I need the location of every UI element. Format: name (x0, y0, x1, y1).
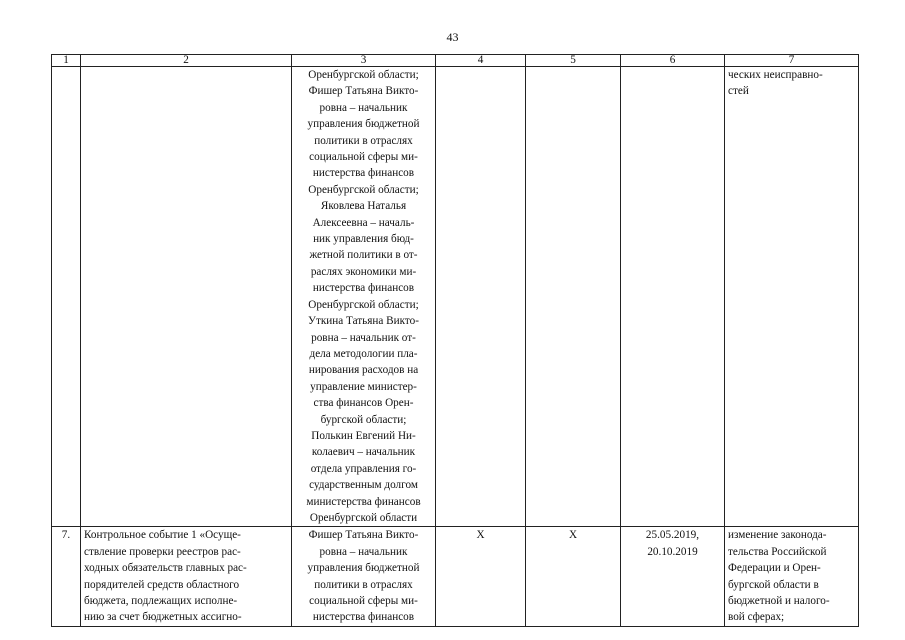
cell-risks (725, 67, 859, 527)
cell-text-line: изменение законода- (728, 529, 827, 542)
cell-responsible (292, 527, 436, 626)
cell-text-line: ровна – начальник от- (311, 331, 416, 344)
column-header: 1 (52, 55, 81, 67)
cell-col5 (526, 67, 621, 527)
cell-text-line: ствление проверки реестров рас- (84, 545, 241, 558)
cell-text-line: ровна – начальник (319, 545, 408, 558)
cell-text-line: Контрольное событие 1 «Осуще- (84, 529, 241, 542)
cell-text-line: управление министер- (310, 380, 417, 393)
cell-text-line: нистерства финансов (312, 611, 415, 624)
cell-text-line: социальной сферы ми- (309, 595, 418, 607)
cell-text-line: Федерации и Орен- (728, 562, 821, 575)
cell-text-line: вой сферах; (728, 611, 785, 624)
cell-text-line: Х (568, 529, 578, 542)
cell-text-line: ческих неисправно- (728, 69, 823, 81)
cell-text-line: нирования расходов на (308, 364, 419, 377)
cell-text-line: бюджета, подлежащих исполне- (84, 595, 238, 607)
cell-text-line: нию за счет бюджетных ассигно- (84, 611, 242, 624)
column-number-row (52, 55, 859, 67)
cell-event (81, 527, 292, 626)
cell-col4 (436, 527, 526, 626)
cell-number (52, 67, 81, 527)
cell-text-line: министерства финансов (306, 495, 421, 508)
column-header: 5 (526, 55, 621, 67)
table-row-7 (52, 527, 859, 626)
cell-text-line: политики в отраслях (314, 134, 413, 147)
document-table (51, 54, 859, 627)
cell-text-line: Фишер Татьяна Викто- (308, 529, 419, 542)
cell-text-line: бургской области; (320, 413, 407, 426)
cell-text-line: 20.10.2019 (647, 545, 698, 558)
table-row-continued (52, 67, 859, 527)
cell-text-line: социальной сферы ми- (309, 151, 418, 164)
cell-text-line: нистерства финансов (312, 282, 415, 295)
cell-col4 (436, 67, 526, 527)
page-number: 43 (446, 30, 459, 44)
cell-text-line: тельства Российской (728, 545, 827, 558)
cell-risks (725, 527, 859, 626)
cell-dates (621, 67, 725, 527)
cell-text-line: отдела управления го- (310, 462, 417, 475)
column-header: 3 (292, 55, 436, 67)
cell-text-line: дела методологии пла- (309, 347, 418, 360)
cell-text-line: управления бюджетной (307, 118, 420, 131)
cell-text-line: порядителей средств областного (84, 578, 240, 591)
cell-text-line: раслях экономики ми- (310, 265, 417, 278)
cell-text-line: 25.05.2019, (645, 529, 700, 542)
cell-text-line: Полькин Евгений Ни- (311, 429, 416, 442)
cell-text-line: Оренбургской области; (308, 298, 419, 311)
cell-text-line: стей (728, 85, 749, 98)
cell-text-line: сударственным долгом (309, 479, 418, 492)
cell-text-line: Яковлева Наталья (320, 200, 407, 213)
cell-text-line: ходных обязательств главных рас- (84, 562, 247, 575)
cell-text-line: Оренбургской области; (308, 69, 419, 81)
column-header: 6 (621, 55, 725, 67)
cell-text-line: управления бюджетной (307, 562, 420, 575)
cell-text-line: колаевич – начальник (311, 446, 416, 459)
cell-event (81, 67, 292, 527)
column-header: 7 (725, 55, 859, 67)
cell-text-line: политики в отраслях (314, 578, 413, 591)
column-header: 2 (81, 55, 292, 67)
cell-text-line: бургской области в (728, 578, 819, 591)
cell-text-line: Х (476, 529, 485, 542)
cell-text-line: Уткина Татьяна Викто- (308, 315, 419, 328)
cell-text-line: нистерства финансов (312, 167, 415, 180)
cell-col5 (526, 527, 621, 626)
cell-dates (621, 527, 725, 626)
cell-text-line: ровна – начальник (319, 101, 408, 114)
column-header: 4 (436, 55, 526, 67)
cell-text-line: жетной политики в от- (309, 249, 418, 262)
cell-text-line: Алексеевна – началь- (312, 216, 415, 229)
cell-text-line: Оренбургской области; (308, 183, 419, 196)
cell-text-line: ник управления бюд- (313, 233, 414, 246)
cell-responsible (292, 67, 436, 527)
cell-number (52, 527, 81, 626)
cell-text-line: Фишер Татьяна Викто- (308, 85, 419, 98)
cell-text-line: Оренбургской области (309, 511, 418, 524)
cell-text-line: ства финансов Орен- (313, 397, 414, 410)
cell-text-line: 7. (61, 529, 71, 542)
cell-text-line: бюджетной и налого- (728, 595, 830, 607)
